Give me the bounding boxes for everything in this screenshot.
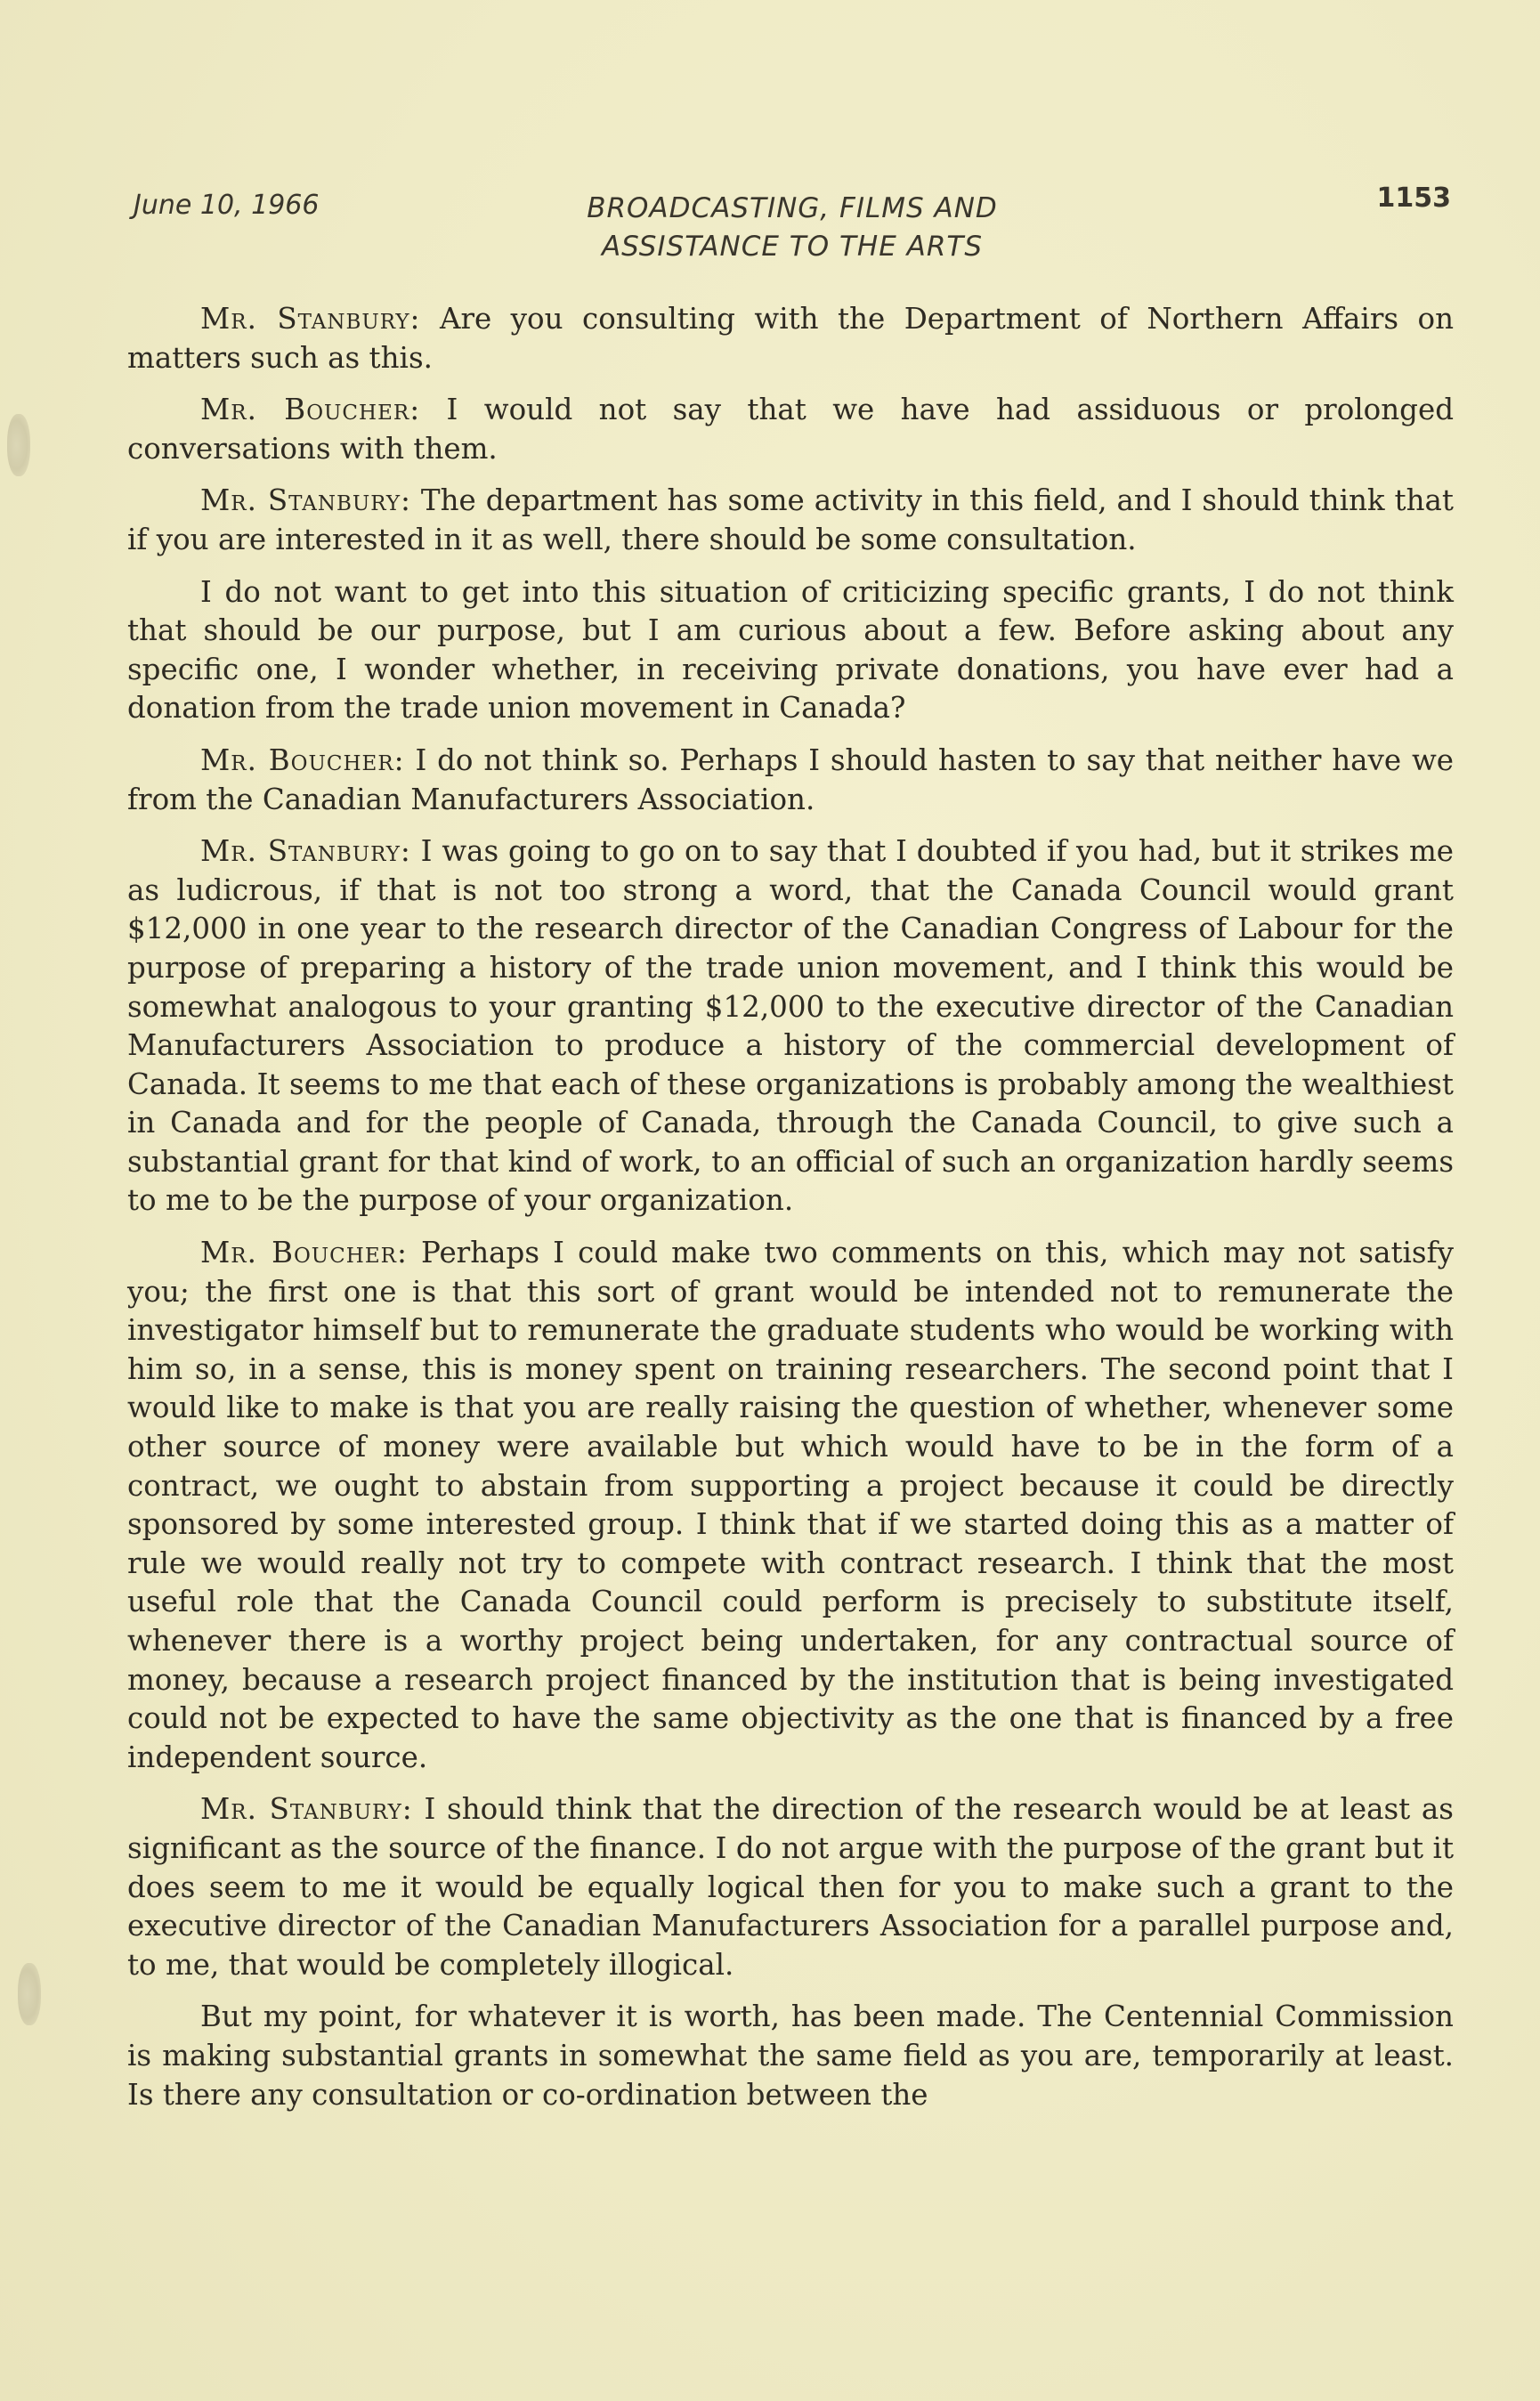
header-title-line-1: BROADCASTING, FILMS AND xyxy=(587,192,998,224)
speaker-name: Mr. Stanbury: xyxy=(200,1792,413,1827)
paragraph-text: I do not think so. Perhaps I should hasten to say that neither have we from the Canadian Manufacturers Association. xyxy=(127,742,1454,816)
paragraph-text: I do not want to get into this situation of criticizing specific grants, I do not think that should be our purpose, but I am curious about a few. Before asking about any specific one, I wonder whether, in receiving private donations, you have ever had a donation from the trade union movement in Canada? xyxy=(127,574,1454,726)
paragraph-text: I should think that the direction of the research would be at least as significant as the source of the finance. I do not argue with the purpose of the grant but it does seem to me it would be equally logical then for you to make such a grant to the executive director of the Canadian Manufacturers Association for a parallel purpose and, to me, that would be completely illogical. xyxy=(127,1792,1454,1982)
transcript-paragraph xyxy=(127,391,1454,468)
header-title-line-2: ASSISTANCE TO THE ARTS xyxy=(601,231,984,263)
paragraph-text: Are you consulting with the Department of Northern Affairs on matters such as this. xyxy=(127,302,1455,375)
speaker-name: Mr. Boucher: xyxy=(200,393,421,427)
paragraph-text: I was going to go on to say that I doubted if you had, but it strikes me as ludicrous, if that is not too strong a word, that the Canada Council would grant $12,000 in one year to the research director of the Canadian Congress of Labour for the purpose of preparing a history of the trade union movement, and I think this would be somewhat analogous to your granting $12,000 to the executive director of the Canadian Manufacturers Association to produce a history of the commercial development of Canada. It seems to me that each of these organizations is probably among the wealthiest in Canada and for the people of Canada, through the Canada Council, to give such a substantial grant for that kind of work, to an official of such an organization hardly seems to me to be the purpose of your organization. xyxy=(127,834,1454,1218)
speaker-name: Mr. Boucher: xyxy=(200,742,405,777)
binding-hole-mark xyxy=(7,414,30,476)
paragraph-text: Perhaps I could make two comments on this, which may not satisfy you; the first one is that this sort of grant would be intended not to remunerate the investigator himself but to remunerate the graduate students who would be working with him so, in a sense, this is money spent on training researchers. The second point that I would like to make is that you are really raising the question of whether, whenever some other source of money were available but which would have to be in the form of a contract, we ought to abstain from supporting a project because it could be directly sponsored by some interested group. I think that if we started doing this as a matter of rule we would really not try to compete with contract research. I think that the most useful role that the Canada Council could perform is precisely to substitute itself, whenever there is a worthy project being undertaken, for any contractual source of money, because a research project financed by the institution that is being investigated could not be expected to have the same objectivity as the one that is financed by a free independent source. xyxy=(127,1236,1454,1774)
speaker-name: Mr. Stanbury: xyxy=(200,834,411,869)
transcript-paragraph xyxy=(127,1790,1454,1984)
header-date: June 10, 1966 xyxy=(134,190,320,221)
transcript-paragraph xyxy=(127,573,1454,728)
transcript-paragraph xyxy=(127,832,1454,1221)
transcript-paragraph xyxy=(127,1234,1454,1777)
transcript-paragraph xyxy=(127,300,1454,377)
transcript-paragraph xyxy=(127,482,1454,559)
transcript-paragraph xyxy=(127,1998,1454,2114)
binding-hole-mark xyxy=(18,1963,41,2025)
paragraph-text: But my point, for whatever it is worth, has been made. The Centennial Commission is making substantial grants in somewhat the same field as you are, temporarily at least. Is there any consultation or co-ordination between the xyxy=(127,1999,1454,2112)
speaker-name: Mr. Stanbury: xyxy=(200,483,411,518)
transcript-body xyxy=(127,300,1454,2128)
paragraph-text: The department has some activity in this field, and I should think that if you are interested in it as well, there should be some consultation. xyxy=(127,483,1454,556)
page-number: 1153 xyxy=(1376,183,1451,214)
page-header xyxy=(134,183,1451,280)
header-title xyxy=(543,190,1042,266)
transcript-paragraph xyxy=(127,742,1454,819)
speaker-name: Mr. Boucher: xyxy=(200,1236,408,1270)
paragraph-text: I would not say that we have had assiduous or prolonged conversations with them. xyxy=(127,393,1455,466)
speaker-name: Mr. Stanbury: xyxy=(200,302,421,336)
